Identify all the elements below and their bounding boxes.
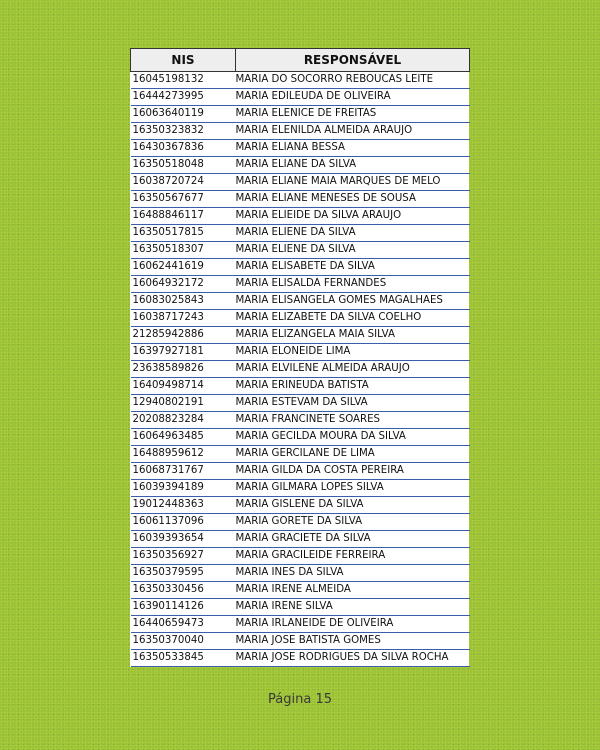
table-row — [131, 378, 470, 395]
nis-cell: 16064963485 — [131, 429, 236, 446]
table-row — [131, 259, 470, 276]
nis-cell: 12940802191 — [131, 395, 236, 412]
nis-cell: 16045198132 — [131, 72, 236, 89]
nis-cell: 19012448363 — [131, 497, 236, 514]
responsavel-cell: MARIA ELENILDA ALMEIDA ARAUJO — [236, 123, 470, 140]
table-row — [131, 327, 470, 344]
nis-cell: 16039394189 — [131, 480, 236, 497]
responsavel-cell: MARIA ELIANA BESSA — [236, 140, 470, 157]
nis-cell: 16063640119 — [131, 106, 236, 123]
nis-cell: 16061137096 — [131, 514, 236, 531]
nis-cell: 16390114126 — [131, 599, 236, 616]
nis-cell: 16350379595 — [131, 565, 236, 582]
responsavel-cell: MARIA GILDA DA COSTA PEREIRA — [236, 463, 470, 480]
table-row — [131, 412, 470, 429]
responsavel-cell: MARIA ELIANE MENESES DE SOUSA — [236, 191, 470, 208]
table-row — [131, 361, 470, 378]
table-row — [131, 89, 470, 106]
nis-cell: 16350356927 — [131, 548, 236, 565]
responsavel-cell: MARIA GISLENE DA SILVA — [236, 497, 470, 514]
beneficiary-table — [130, 48, 470, 667]
nis-cell: 16083025843 — [131, 293, 236, 310]
nis-cell: 16444273995 — [131, 89, 236, 106]
table-row — [131, 106, 470, 123]
table-row — [131, 463, 470, 480]
table-row — [131, 599, 470, 616]
nis-cell: 21285942886 — [131, 327, 236, 344]
beneficiary-table-sheet — [130, 48, 469, 667]
responsavel-cell: MARIA JOSE RODRIGUES DA SILVA ROCHA — [236, 650, 470, 667]
responsavel-cell: MARIA GRACIETE DA SILVA — [236, 531, 470, 548]
table-body — [131, 72, 470, 667]
responsavel-cell: MARIA IRLANEIDE DE OLIVEIRA — [236, 616, 470, 633]
table-row — [131, 157, 470, 174]
nis-cell: 16350330456 — [131, 582, 236, 599]
table-row — [131, 616, 470, 633]
responsavel-cell: MARIA ELISABETE DA SILVA — [236, 259, 470, 276]
table-row — [131, 242, 470, 259]
nis-cell: 20208823284 — [131, 412, 236, 429]
responsavel-cell: MARIA ELIEIDE DA SILVA ARAUJO — [236, 208, 470, 225]
table-row — [131, 633, 470, 650]
nis-cell: 16350370040 — [131, 633, 236, 650]
nis-cell: 16350518048 — [131, 157, 236, 174]
responsavel-cell: MARIA FRANCINETE SOARES — [236, 412, 470, 429]
responsavel-cell: MARIA ELIZANGELA MAIA SILVA — [236, 327, 470, 344]
responsavel-cell: MARIA ELONEIDE LIMA — [236, 344, 470, 361]
nis-cell: 16397927181 — [131, 344, 236, 361]
table-row — [131, 429, 470, 446]
responsavel-cell: MARIA GRACILEIDE FERREIRA — [236, 548, 470, 565]
nis-cell: 16038720724 — [131, 174, 236, 191]
table-row — [131, 650, 470, 667]
column-header-nis: NIS — [131, 49, 236, 72]
nis-cell: 16488846117 — [131, 208, 236, 225]
page-number: Página 15 — [268, 692, 332, 707]
table-header — [131, 49, 470, 72]
responsavel-cell: MARIA ELIENE DA SILVA — [236, 242, 470, 259]
table-row — [131, 208, 470, 225]
table-row — [131, 497, 470, 514]
table-row — [131, 123, 470, 140]
column-header-responsavel: RESPONSÁVEL — [236, 49, 470, 72]
table-row — [131, 310, 470, 327]
table-row — [131, 174, 470, 191]
responsavel-cell: MARIA ELVILENE ALMEIDA ARAUJO — [236, 361, 470, 378]
table-row — [131, 191, 470, 208]
responsavel-cell: MARIA ELIENE DA SILVA — [236, 225, 470, 242]
responsavel-cell: MARIA ERINEUDA BATISTA — [236, 378, 470, 395]
responsavel-cell: MARIA ELENICE DE FREITAS — [236, 106, 470, 123]
responsavel-cell: MARIA GECILDA MOURA DA SILVA — [236, 429, 470, 446]
nis-cell: 16350533845 — [131, 650, 236, 667]
table-row — [131, 72, 470, 89]
responsavel-cell: MARIA IRENE ALMEIDA — [236, 582, 470, 599]
nis-cell: 23638589826 — [131, 361, 236, 378]
table-row — [131, 531, 470, 548]
nis-cell: 16440659473 — [131, 616, 236, 633]
nis-cell: 16350518307 — [131, 242, 236, 259]
responsavel-cell: MARIA EDILEUDA DE OLIVEIRA — [236, 89, 470, 106]
nis-cell: 16064932172 — [131, 276, 236, 293]
responsavel-cell: MARIA INES DA SILVA — [236, 565, 470, 582]
table-row — [131, 514, 470, 531]
nis-cell: 16409498714 — [131, 378, 236, 395]
table-row — [131, 225, 470, 242]
responsavel-cell: MARIA JOSE BATISTA GOMES — [236, 633, 470, 650]
nis-cell: 16350517815 — [131, 225, 236, 242]
table-row — [131, 548, 470, 565]
responsavel-cell: MARIA ELIZABETE DA SILVA COELHO — [236, 310, 470, 327]
nis-cell: 16488959612 — [131, 446, 236, 463]
responsavel-cell: MARIA ESTEVAM DA SILVA — [236, 395, 470, 412]
responsavel-cell: MARIA GORETE DA SILVA — [236, 514, 470, 531]
table-row — [131, 446, 470, 463]
responsavel-cell: MARIA ELISALDA FERNANDES — [236, 276, 470, 293]
nis-cell: 16430367836 — [131, 140, 236, 157]
table-row — [131, 480, 470, 497]
table-row — [131, 293, 470, 310]
responsavel-cell: MARIA GERCILANE DE LIMA — [236, 446, 470, 463]
nis-cell: 16350567677 — [131, 191, 236, 208]
nis-cell: 16062441619 — [131, 259, 236, 276]
responsavel-cell: MARIA ELIANE DA SILVA — [236, 157, 470, 174]
table-row — [131, 276, 470, 293]
responsavel-cell: MARIA ELIANE MAIA MARQUES DE MELO — [236, 174, 470, 191]
table-row — [131, 565, 470, 582]
nis-cell: 16039393654 — [131, 531, 236, 548]
nis-cell: 16350323832 — [131, 123, 236, 140]
responsavel-cell: MARIA IRENE SILVA — [236, 599, 470, 616]
responsavel-cell: MARIA DO SOCORRO REBOUCAS LEITE — [236, 72, 470, 89]
table-row — [131, 395, 470, 412]
table-row — [131, 344, 470, 361]
table-row — [131, 140, 470, 157]
header-row — [131, 49, 470, 72]
responsavel-cell: MARIA ELISANGELA GOMES MAGALHAES — [236, 293, 470, 310]
table-row — [131, 582, 470, 599]
responsavel-cell: MARIA GILMARA LOPES SILVA — [236, 480, 470, 497]
nis-cell: 16068731767 — [131, 463, 236, 480]
nis-cell: 16038717243 — [131, 310, 236, 327]
